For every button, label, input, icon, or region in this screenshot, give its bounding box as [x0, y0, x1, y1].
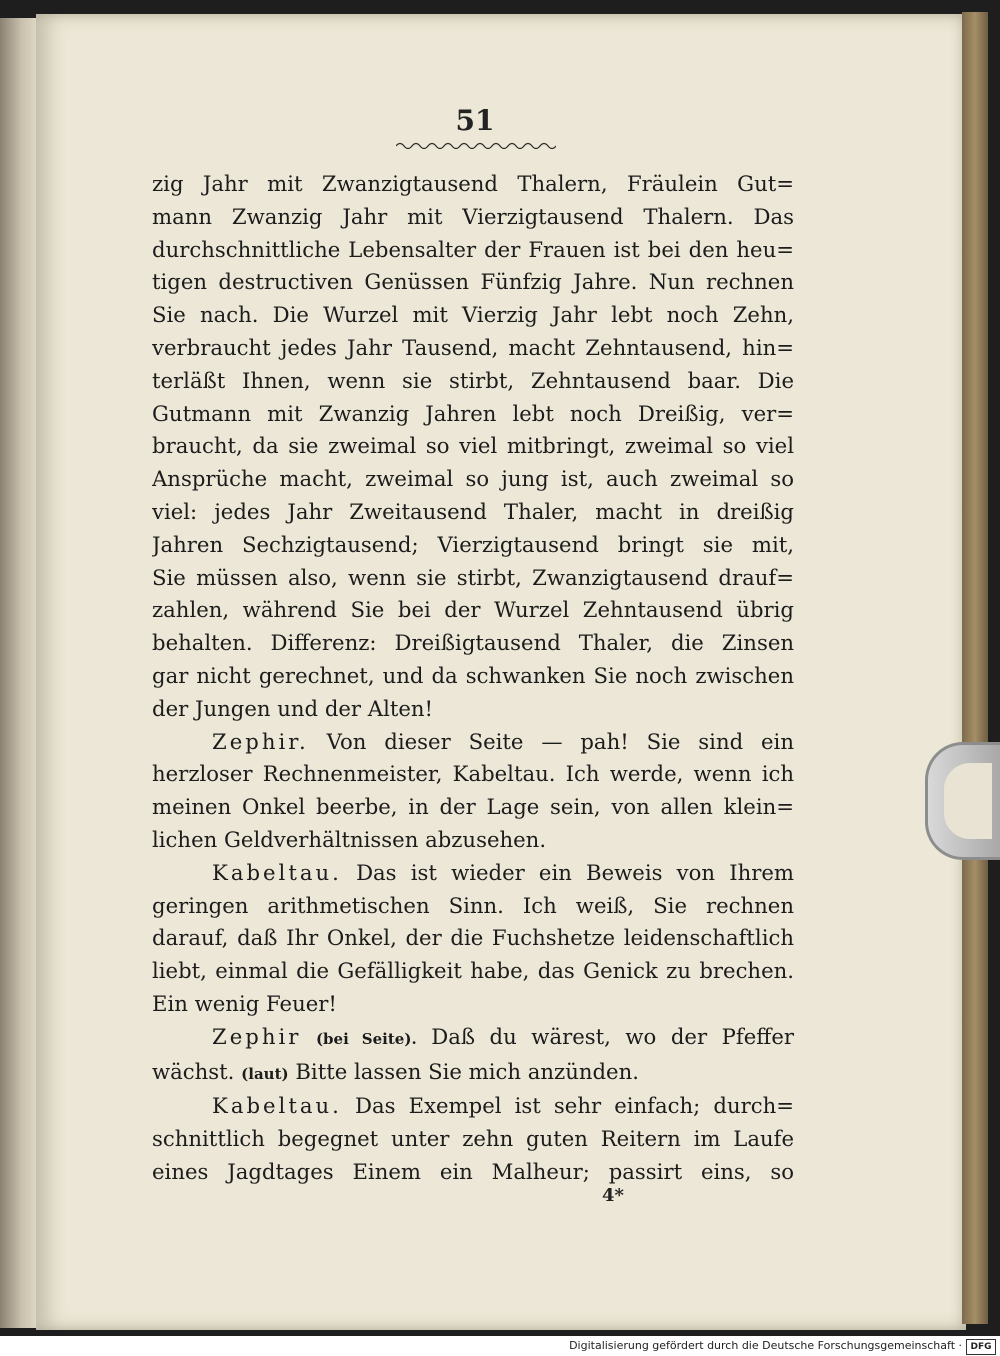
text-line: herzloser Rechnenmeister, Kabeltau. Ich werde, wenn ich — [152, 761, 794, 787]
text-line: gar nicht gerechnet, und da schwanken Sie noch zwischen — [152, 662, 794, 688]
speech-text: wächst. — [152, 1058, 235, 1084]
text-line: darauf, daß Ihr Onkel, der die Fuchshetze leidenschaftlich — [152, 925, 794, 951]
text-line: durchschnittliche Lebensalter der Frauen ist bei den heu= — [152, 236, 794, 262]
text-line: viel: jedes Jahr Zweitausend Thaler, macht in dreißig — [152, 498, 794, 524]
text-line: lichen Geldverhältnissen abzusehen. — [152, 826, 547, 852]
text-line: geringen arithmetischen Sinn. Ich weiß, Sie rechnen — [152, 892, 794, 918]
text-line: Jahren Sechzigtausend; Vierzigtausend bringt sie mit, — [152, 531, 794, 557]
speech-text: Das ist wieder ein Beweis von Ihrem — [356, 859, 794, 885]
text-line: mann Zwanzig Jahr mit Vierzigtausend Thalern. Das — [152, 203, 794, 229]
stage-direction: (bei Seite). — [315, 1029, 417, 1048]
speaker-name: Zephir. — [212, 728, 309, 754]
text-line: Ein wenig Feuer! — [152, 990, 337, 1016]
text-line: zig Jahr mit Zwanzigtausend Thalern, Fräulein Gut= — [152, 171, 794, 196]
text-line: meinen Onkel beerbe, in der Lage sein, von allen klein= — [152, 794, 794, 820]
speaker-name: Zephir — [212, 1023, 302, 1049]
text-line: der Jungen und der Alten! — [152, 695, 434, 721]
speech-kabeltau — [152, 857, 794, 890]
dfg-logo: DFG — [966, 1339, 996, 1355]
stage-direction: (laut) — [241, 1064, 289, 1083]
page-number: 51 — [455, 104, 495, 137]
speech-text: Daß du wärest, wo der Pfeffer — [431, 1023, 794, 1049]
text-line: schnittlich begegnet unter zehn guten Reitern im Laufe — [152, 1126, 794, 1152]
speech-zephir — [152, 726, 794, 759]
text-line — [152, 1056, 794, 1091]
text-line: eines Jagdtages Einem ein Malheur; passirt eins, so — [152, 1158, 794, 1184]
speech-zephir — [152, 1021, 794, 1056]
body-text — [152, 168, 794, 1189]
text-line: Gutmann mit Zwanzig Jahren lebt noch Dreißig, ver= — [152, 400, 794, 426]
footer-bar — [0, 1336, 1000, 1356]
text-line: Sie nach. Die Wurzel mit Vierzig Jahr lebt noch Zehn, — [152, 302, 794, 328]
speech-kabeltau — [152, 1090, 794, 1123]
funding-credit: Digitalisierung gefördert durch die Deutsche Forschungsgemeinschaft · — [569, 1339, 962, 1352]
speaker-name: Kabeltau. — [212, 859, 342, 885]
text-line: verbraucht jedes Jahr Tausend, macht Zehntausend, hin= — [152, 334, 794, 360]
text-line: tigen destructiven Genüssen Fünfzig Jahre. Nun rechnen — [152, 269, 794, 295]
text-line: terläßt Ihnen, wenn sie stirbt, Zehntausend baar. Die — [152, 367, 794, 393]
wavy-rule-ornament — [396, 140, 556, 152]
text-line: behalten. Differenz: Dreißigtausend Thaler, die Zinsen — [152, 630, 794, 656]
text-line: Sie müssen also, wenn sie stirbt, Zwanzigtausend drauf= — [152, 564, 794, 590]
left-page-edge — [0, 18, 36, 1328]
page-clip-icon — [925, 742, 1000, 860]
speech-text: Bitte lassen Sie mich anzünden. — [295, 1058, 639, 1084]
signature-mark: 4* — [602, 1185, 624, 1206]
text-line: zahlen, während Sie bei der Wurzel Zehntausend übrig — [152, 597, 794, 623]
text-line: Ansprüche macht, zweimal so jung ist, auch zweimal so — [152, 466, 794, 492]
text-line: braucht, da sie zweimal so viel mitbringt, zweimal so viel — [152, 433, 794, 459]
speech-text: Von dieser Seite — pah! Sie sind ein — [326, 728, 794, 754]
text-line: liebt, einmal die Gefälligkeit habe, das Genick zu brechen. — [152, 958, 794, 984]
speech-text: Das Exempel ist sehr einfach; durch= — [355, 1093, 794, 1119]
book-cover-edge — [962, 12, 988, 1324]
speaker-name: Kabeltau. — [212, 1093, 342, 1119]
